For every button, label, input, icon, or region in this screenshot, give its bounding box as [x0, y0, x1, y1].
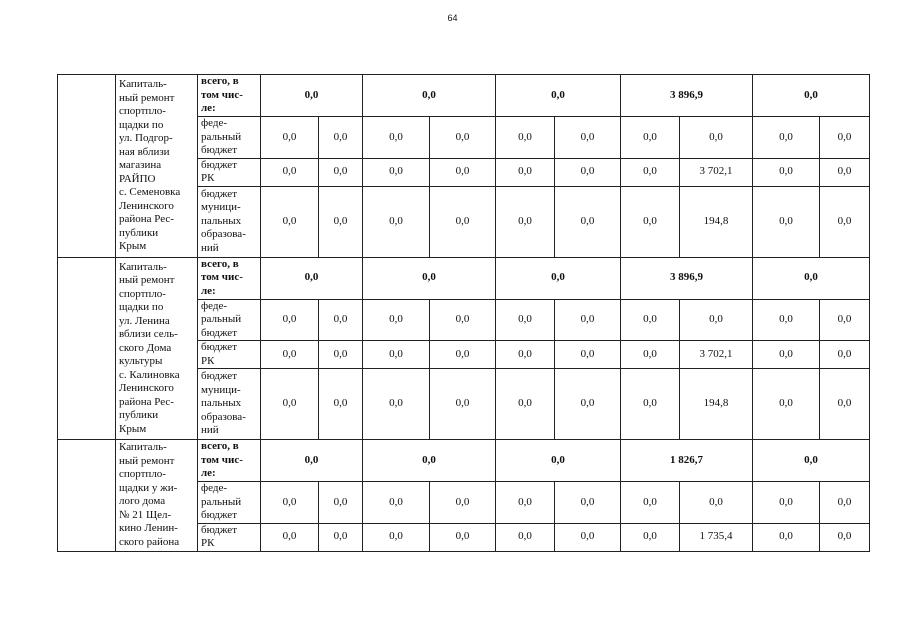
- amount-cell: 0,0: [261, 482, 319, 524]
- funding-source-label: феде- ральный бюджет: [198, 299, 261, 341]
- amount-cell: 0,0: [555, 117, 621, 159]
- amount-cell: 0,0: [319, 186, 363, 257]
- funding-source-label: бюджет муници- пальных образова- ний: [198, 369, 261, 440]
- amount-cell: 0,0: [363, 117, 430, 159]
- amount-cell: 0,0: [363, 299, 430, 341]
- amount-cell: 0,0: [319, 523, 363, 551]
- blank-cell: [58, 440, 116, 552]
- year-total-value: 0,0: [496, 75, 621, 117]
- year-total-value: 1 826,7: [621, 440, 753, 482]
- amount-cell: 0,0: [261, 369, 319, 440]
- amount-cell: 0,0: [363, 186, 430, 257]
- amount-cell: 0,0: [319, 341, 363, 369]
- amount-cell: 0,0: [621, 341, 680, 369]
- amount-cell: 0,0: [319, 299, 363, 341]
- amount-cell: 0,0: [555, 158, 621, 186]
- amount-cell: 0,0: [820, 117, 870, 159]
- amount-cell: 0,0: [753, 369, 820, 440]
- amount-cell: 0,0: [363, 482, 430, 524]
- year-total-value: 0,0: [753, 257, 870, 299]
- year-total-value: 0,0: [753, 440, 870, 482]
- amount-cell: 0,0: [621, 299, 680, 341]
- amount-cell: 0,0: [261, 158, 319, 186]
- blank-cell: [58, 75, 116, 258]
- object-description: Капиталь- ный ремонт спортпло- щадки по ул. Подгор- ная вблизи магазина РАЙПО с. Семеновка Ленинского района Рес- публики Крым: [116, 75, 198, 258]
- amount-cell: 0,0: [753, 299, 820, 341]
- amount-cell: 3 702,1: [680, 341, 753, 369]
- amount-cell: 0,0: [621, 117, 680, 159]
- amount-cell: 3 702,1: [680, 158, 753, 186]
- funding-source-label: феде- ральный бюджет: [198, 117, 261, 159]
- amount-cell: 0,0: [555, 299, 621, 341]
- amount-cell: 0,0: [621, 369, 680, 440]
- year-total-value: 0,0: [496, 257, 621, 299]
- amount-cell: 0,0: [261, 186, 319, 257]
- total-label: всего, в том чис- ле:: [198, 257, 261, 299]
- funding-source-label: бюджет РК: [198, 341, 261, 369]
- object-description: Капиталь- ный ремонт спортпло- щадки по ул. Ленина вблизи сель- ского Дома культуры с. Калиновка Ленинского района Рес- публики Крым: [116, 257, 198, 440]
- year-total-value: 0,0: [363, 440, 496, 482]
- year-total-value: 0,0: [261, 440, 363, 482]
- object-total-row: [58, 75, 870, 117]
- amount-cell: 0,0: [496, 523, 555, 551]
- amount-cell: 0,0: [680, 482, 753, 524]
- funding-source-label: бюджет РК: [198, 523, 261, 551]
- funding-source-label: бюджет муници- пальных образова- ний: [198, 186, 261, 257]
- year-total-value: 3 896,9: [621, 75, 753, 117]
- blank-cell: [58, 257, 116, 440]
- amount-cell: 194,8: [680, 186, 753, 257]
- amount-cell: 0,0: [363, 158, 430, 186]
- amount-cell: 0,0: [319, 117, 363, 159]
- amount-cell: 0,0: [363, 341, 430, 369]
- budget-table: [57, 74, 870, 552]
- amount-cell: 0,0: [753, 523, 820, 551]
- amount-cell: 0,0: [753, 158, 820, 186]
- amount-cell: 0,0: [621, 523, 680, 551]
- amount-cell: 0,0: [496, 341, 555, 369]
- object-total-row: [58, 257, 870, 299]
- amount-cell: 0,0: [319, 482, 363, 524]
- amount-cell: 0,0: [430, 117, 496, 159]
- amount-cell: 0,0: [820, 341, 870, 369]
- page-number: 64: [447, 13, 458, 23]
- amount-cell: 0,0: [753, 117, 820, 159]
- amount-cell: 0,0: [555, 482, 621, 524]
- amount-cell: 0,0: [430, 482, 496, 524]
- amount-cell: 0,0: [430, 523, 496, 551]
- amount-cell: 0,0: [820, 369, 870, 440]
- amount-cell: 0,0: [753, 186, 820, 257]
- amount-cell: 0,0: [496, 369, 555, 440]
- year-total-value: 3 896,9: [621, 257, 753, 299]
- amount-cell: 0,0: [261, 299, 319, 341]
- amount-cell: 0,0: [363, 523, 430, 551]
- amount-cell: 0,0: [363, 369, 430, 440]
- amount-cell: 0,0: [319, 158, 363, 186]
- amount-cell: 0,0: [261, 523, 319, 551]
- amount-cell: 0,0: [753, 341, 820, 369]
- amount-cell: 0,0: [261, 341, 319, 369]
- year-total-value: 0,0: [496, 440, 621, 482]
- amount-cell: 194,8: [680, 369, 753, 440]
- amount-cell: 0,0: [753, 482, 820, 524]
- year-total-value: 0,0: [363, 75, 496, 117]
- amount-cell: 0,0: [430, 341, 496, 369]
- amount-cell: 0,0: [555, 341, 621, 369]
- amount-cell: 0,0: [820, 186, 870, 257]
- amount-cell: 0,0: [496, 482, 555, 524]
- year-total-value: 0,0: [363, 257, 496, 299]
- amount-cell: 0,0: [680, 299, 753, 341]
- amount-cell: 0,0: [496, 186, 555, 257]
- year-total-value: 0,0: [261, 257, 363, 299]
- funding-source-label: бюджет РК: [198, 158, 261, 186]
- total-label: всего, в том чис- ле:: [198, 75, 261, 117]
- table-body: [58, 75, 870, 552]
- amount-cell: 0,0: [496, 117, 555, 159]
- amount-cell: 0,0: [496, 299, 555, 341]
- year-total-value: 0,0: [261, 75, 363, 117]
- amount-cell: 0,0: [555, 369, 621, 440]
- amount-cell: 0,0: [555, 523, 621, 551]
- year-total-value: 0,0: [753, 75, 870, 117]
- amount-cell: 0,0: [430, 299, 496, 341]
- amount-cell: 0,0: [555, 186, 621, 257]
- amount-cell: 0,0: [680, 117, 753, 159]
- object-total-row: [58, 440, 870, 482]
- funding-source-label: феде- ральный бюджет: [198, 482, 261, 524]
- amount-cell: 0,0: [261, 117, 319, 159]
- amount-cell: 0,0: [430, 369, 496, 440]
- amount-cell: 0,0: [621, 186, 680, 257]
- object-description: Капиталь- ный ремонт спортпло- щадки у жи- лого дома № 21 Щел- кино Ленин- ского района: [116, 440, 198, 552]
- amount-cell: 0,0: [820, 523, 870, 551]
- amount-cell: 0,0: [820, 299, 870, 341]
- total-label: всего, в том чис- ле:: [198, 440, 261, 482]
- amount-cell: 0,0: [430, 186, 496, 257]
- amount-cell: 0,0: [820, 482, 870, 524]
- amount-cell: 0,0: [820, 158, 870, 186]
- amount-cell: 0,0: [621, 482, 680, 524]
- amount-cell: 0,0: [430, 158, 496, 186]
- amount-cell: 0,0: [621, 158, 680, 186]
- amount-cell: 1 735,4: [680, 523, 753, 551]
- amount-cell: 0,0: [319, 369, 363, 440]
- amount-cell: 0,0: [496, 158, 555, 186]
